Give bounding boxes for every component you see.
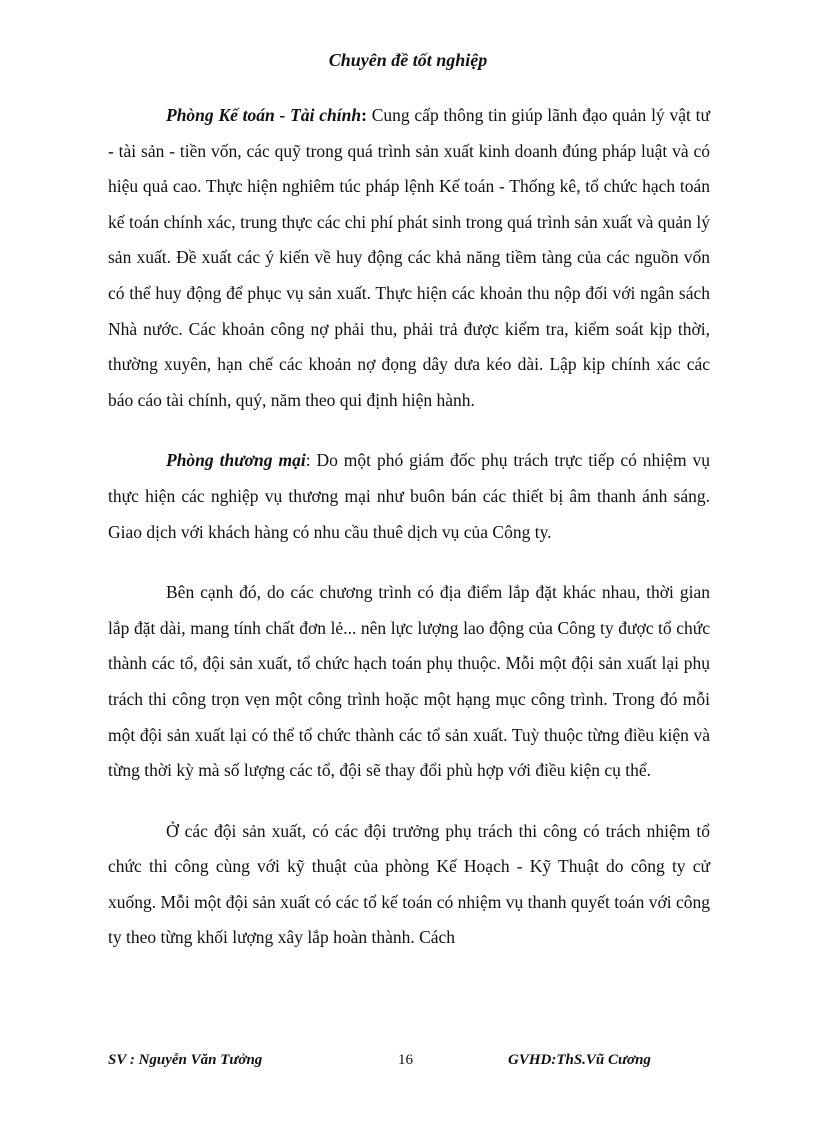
paragraph-lead-heading: Phòng Kế toán - Tài chính (166, 105, 362, 125)
paragraph-team-leaders (108, 814, 710, 956)
paragraph-lead-heading: Phòng thương mại (166, 450, 306, 471)
footer-page-number: 16 (398, 1052, 413, 1068)
document-body (108, 98, 710, 956)
paragraph-text: Bên cạnh đó, do các chương trình có địa điểm lắp đặt khác nhau, thời gian lắp đặt dài, mang tính chất đơn lẻ... nên lực lượng lao động của Công ty được tổ chức thành các tổ, đội sản xuất, tổ chức hạch toán phụ thuộc. Mỗi một đội sản xuất lại phụ trách thi công trọn vẹn một công trình hoặc một hạng mục công trình. Trong đó mỗi một đội sản xuất lại có thể tổ chức thành các tổ sản xuất. Tuỳ thuộc từng điều kiện và từng thời kỳ mà số lượng các tổ, đội sẽ thay đổi phù hợp với điều kiện cụ thể. (108, 582, 710, 781)
footer-student-name: SV : Nguyễn Văn Tưởng (108, 1052, 263, 1068)
paragraph-text: Do một phó giám đốc phụ trách trực tiếp có nhiệm vụ thực hiện các nghiệp vụ thương mại như buôn bán các thiết bị âm thanh ánh sáng. Giao dịch với khách hàng có nhu cầu thuê dịch vụ của Công ty. (108, 450, 710, 542)
lead-separator: : (361, 105, 367, 125)
page-header-title: Chuyên đề tốt nghiệp (328, 50, 488, 70)
lead-separator: : (305, 450, 311, 471)
paragraph-text: Cung cấp thông tin giúp lãnh đạo quản lý vật tư - tài sản - tiền vốn, các quỹ trong quá trình sản xuất kinh doanh đúng pháp luật và có hiệu quả cao. Thực hiện nghiêm túc pháp lệnh Kế toán - Thống kê, tổ chức hạch toán kế toán chính xác, trung thực các chi phí phát sinh trong quá trình sản xuất và quản lý sản xuất. Đề xuất các ý kiến về huy động các khả năng tiềm tàng của các nguồn vốn có thể huy động để phục vụ sản xuất. Thực hiện các khoản thu nộp đối với ngân sách Nhà nước. Các khoản công nợ phải thu, phải trả được kiểm tra, kiểm soát kịp thời, thường xuyên, hạn chế các khoản nợ đọng dây dưa kéo dài. Lập kịp chính xác các báo cáo tài chính, quý, năm theo qui định hiện hành. (108, 105, 710, 410)
paragraph-text: Ở các đội sản xuất, có các đội trưởng phụ trách thi công có trách nhiệm tổ chức thi công cùng với kỹ thuật của phòng Kế Hoạch - Kỹ Thuật do công ty cử xuống. Mỗi một đội sản xuất có các tổ kế toán có nhiệm vụ thanh quyết toán với công ty theo từng khối lượng xây lắp hoàn thành. Cách (108, 820, 710, 948)
page-footer (108, 1052, 710, 1074)
paragraph-commerce (108, 443, 710, 550)
paragraph-accounting-finance (108, 98, 710, 418)
paragraph-production-teams (108, 575, 710, 789)
footer-advisor-name: GVHD:ThS.Vũ Cương (508, 1052, 651, 1068)
